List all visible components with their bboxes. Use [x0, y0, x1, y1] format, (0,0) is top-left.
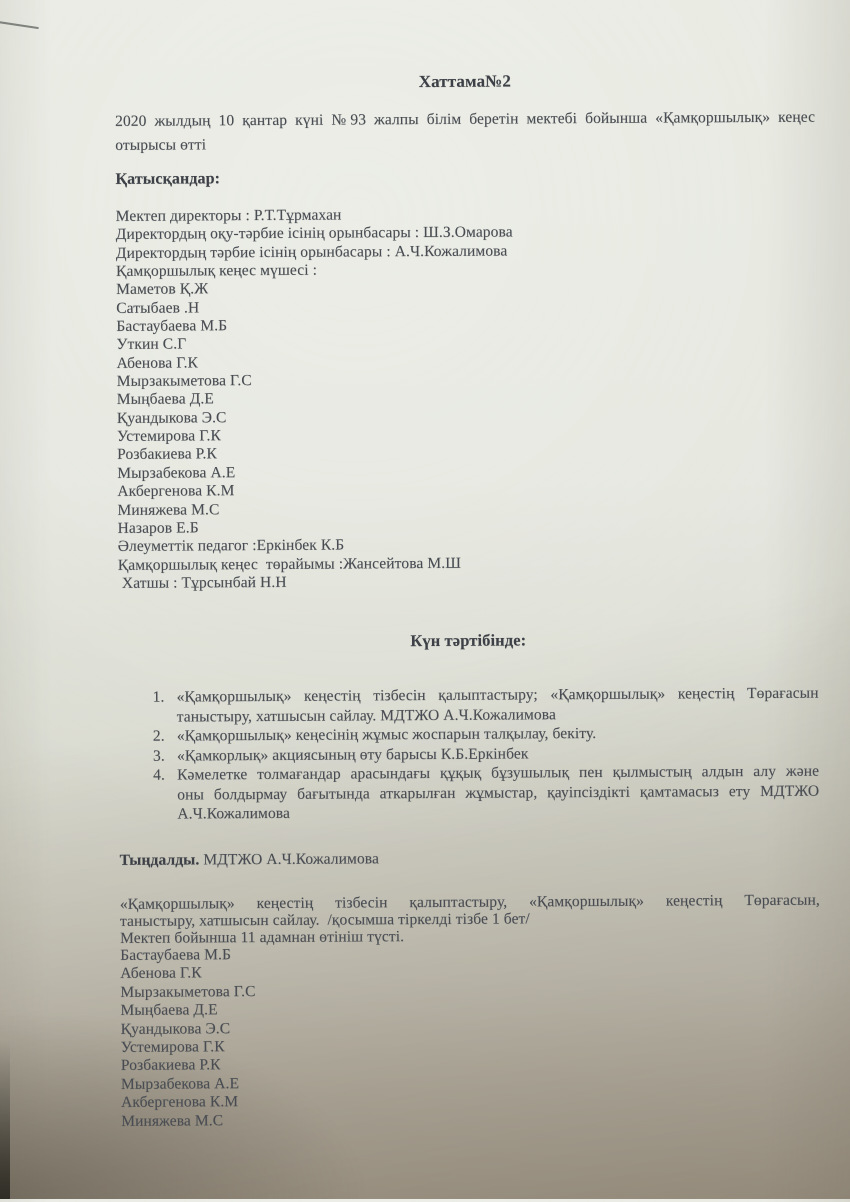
participant-row: Хатшы : Тұрсынбай Н.Н — [117, 573, 287, 592]
applicant-row: Акбергенова К.М — [121, 1093, 239, 1112]
agenda-item — [119, 684, 819, 727]
heard-label: Тыңдалды. — [119, 851, 200, 869]
participant-row: Уткин С.Г — [116, 335, 187, 354]
participant-row: Әлеуметтік педагог :Еркінбек К.Б — [117, 536, 345, 556]
agenda-line: таныстыру, хатшысын сайлау. МДТЖО А.Ч.Кожалимова — [176, 705, 556, 726]
agenda-line: «Қамкорлық» акциясының өту барысы К.Б.Еркінбек — [176, 744, 529, 765]
agenda-item — [119, 762, 819, 825]
applicant-row: Розбакиева Р.К — [120, 1056, 221, 1075]
participant-row: Розбакиева Р.К — [117, 445, 217, 464]
agenda-line: «Қамқоршылық» кеңесінің жұмыс жоспарын талқылау, бекіту. — [176, 724, 597, 745]
participant-row: Мырзакыметова Г.С — [116, 372, 252, 390]
participant-row: Қуандыкова Э.С — [116, 408, 227, 427]
document-title: Хаттама№2 — [418, 71, 511, 92]
applicant-row: Мыңбаева Д.Е — [120, 1001, 218, 1020]
participants-list — [116, 204, 818, 593]
agenda-line: «Қамқоршылық» кеңестің тізбесін қалыптастыру; «Қамқоршылық» кеңестің Төрағасын — [176, 684, 819, 706]
intro-paragraph — [115, 106, 815, 158]
heard-section-header — [120, 847, 820, 871]
heard-line: «Қамқоршылық» кеңестің тізбесін қалыптастыру, «Қамқоршылық» кеңестің Төрағасын, — [119, 891, 820, 913]
participants-heading: Қатысқандар: — [115, 170, 221, 188]
agenda-heading: Күн тәртібінде: — [410, 630, 527, 651]
intro-line: отырысы өтті — [115, 136, 207, 154]
participant-row: Мырзабекова А.Е — [117, 463, 236, 482]
agenda-list — [119, 684, 820, 825]
participant-row: Устемирова Г.К — [116, 427, 222, 446]
participant-row: Мыңбаева Д.Е — [116, 390, 214, 409]
agenda-line: Кәмелетке толмағандар арасындағы құқық бұзушылық пен қылмыстың алдын алу және — [177, 762, 820, 784]
participant-row: Миняжева М.С — [117, 500, 220, 519]
heard-line: таныстыру, хатшысын сайлау. /қосымша тіркелді тізбе 1 бет/ — [119, 910, 530, 930]
participant-row: Директордың оқу-тәрбие ісінің орынбасары : Ш.З.Омарова — [115, 223, 513, 244]
applicants-list — [120, 943, 821, 1131]
participant-row: Қамқоршылық кеңес мүшесі : — [115, 261, 318, 280]
agenda-item-number: 2. — [152, 727, 165, 745]
applicant-row: Абенова Г.К — [120, 964, 202, 983]
applicant-row: Миняжева М.С — [121, 1111, 224, 1130]
applicant-row: Устемирова Г.К — [120, 1038, 225, 1056]
participant-row: Маметов Қ.Ж — [116, 280, 209, 299]
applicant-row: Мырзакыметова Г.С — [120, 982, 256, 1001]
paper-edge-shadow — [0, 1041, 10, 1199]
participant-row: Назаров Е.Б — [117, 519, 199, 537]
agenda-item-number: 3. — [152, 747, 165, 765]
heard-paragraph — [120, 892, 820, 947]
participant-row: Акбергенова К.М — [117, 482, 235, 501]
applicant-row: Қуандыкова Э.С — [120, 1019, 231, 1038]
participant-row: Абенова Г.К — [116, 354, 199, 372]
heard-speaker: МДТЖО А.Ч.Кожалимова — [199, 850, 380, 869]
applicant-row: Бастаубаева М.Б — [120, 946, 232, 964]
agenda-line: оны болдырмау бағытында аткарылған жұмыстар, қауіпсіздікті қамтамасыз ету МДТЖО — [177, 782, 820, 804]
participant-row: Қамқоршылық кеңес төрайымы :Жансейтова М.Ш — [117, 554, 461, 574]
participant-row: Директордың тәрбие ісінің орынбасары : А.Ч.Кожалимова — [115, 242, 508, 262]
agenda-item-number: 1. — [152, 688, 165, 706]
participant-row: Бастаубаева М.Б — [116, 317, 228, 335]
agenda-line: А.Ч.Кожалимова — [177, 804, 291, 823]
agenda-item-number: 4. — [153, 766, 165, 784]
applicant-row: Мырзабекова А.Е — [120, 1074, 240, 1093]
participant-row: Сатыбаев .Н — [116, 299, 200, 317]
participant-row: Мектеп директоры : Р.Т.Тұрмахан — [115, 206, 342, 225]
intro-line: 2020 жылдың 10 қантар күні №93 жалпы білім беретін мектебі бойынша «Қамқоршылық» кеңес — [115, 108, 816, 130]
heard-line: Мектеп бойынша 11 адамнан өтініш түсті. — [120, 928, 405, 947]
